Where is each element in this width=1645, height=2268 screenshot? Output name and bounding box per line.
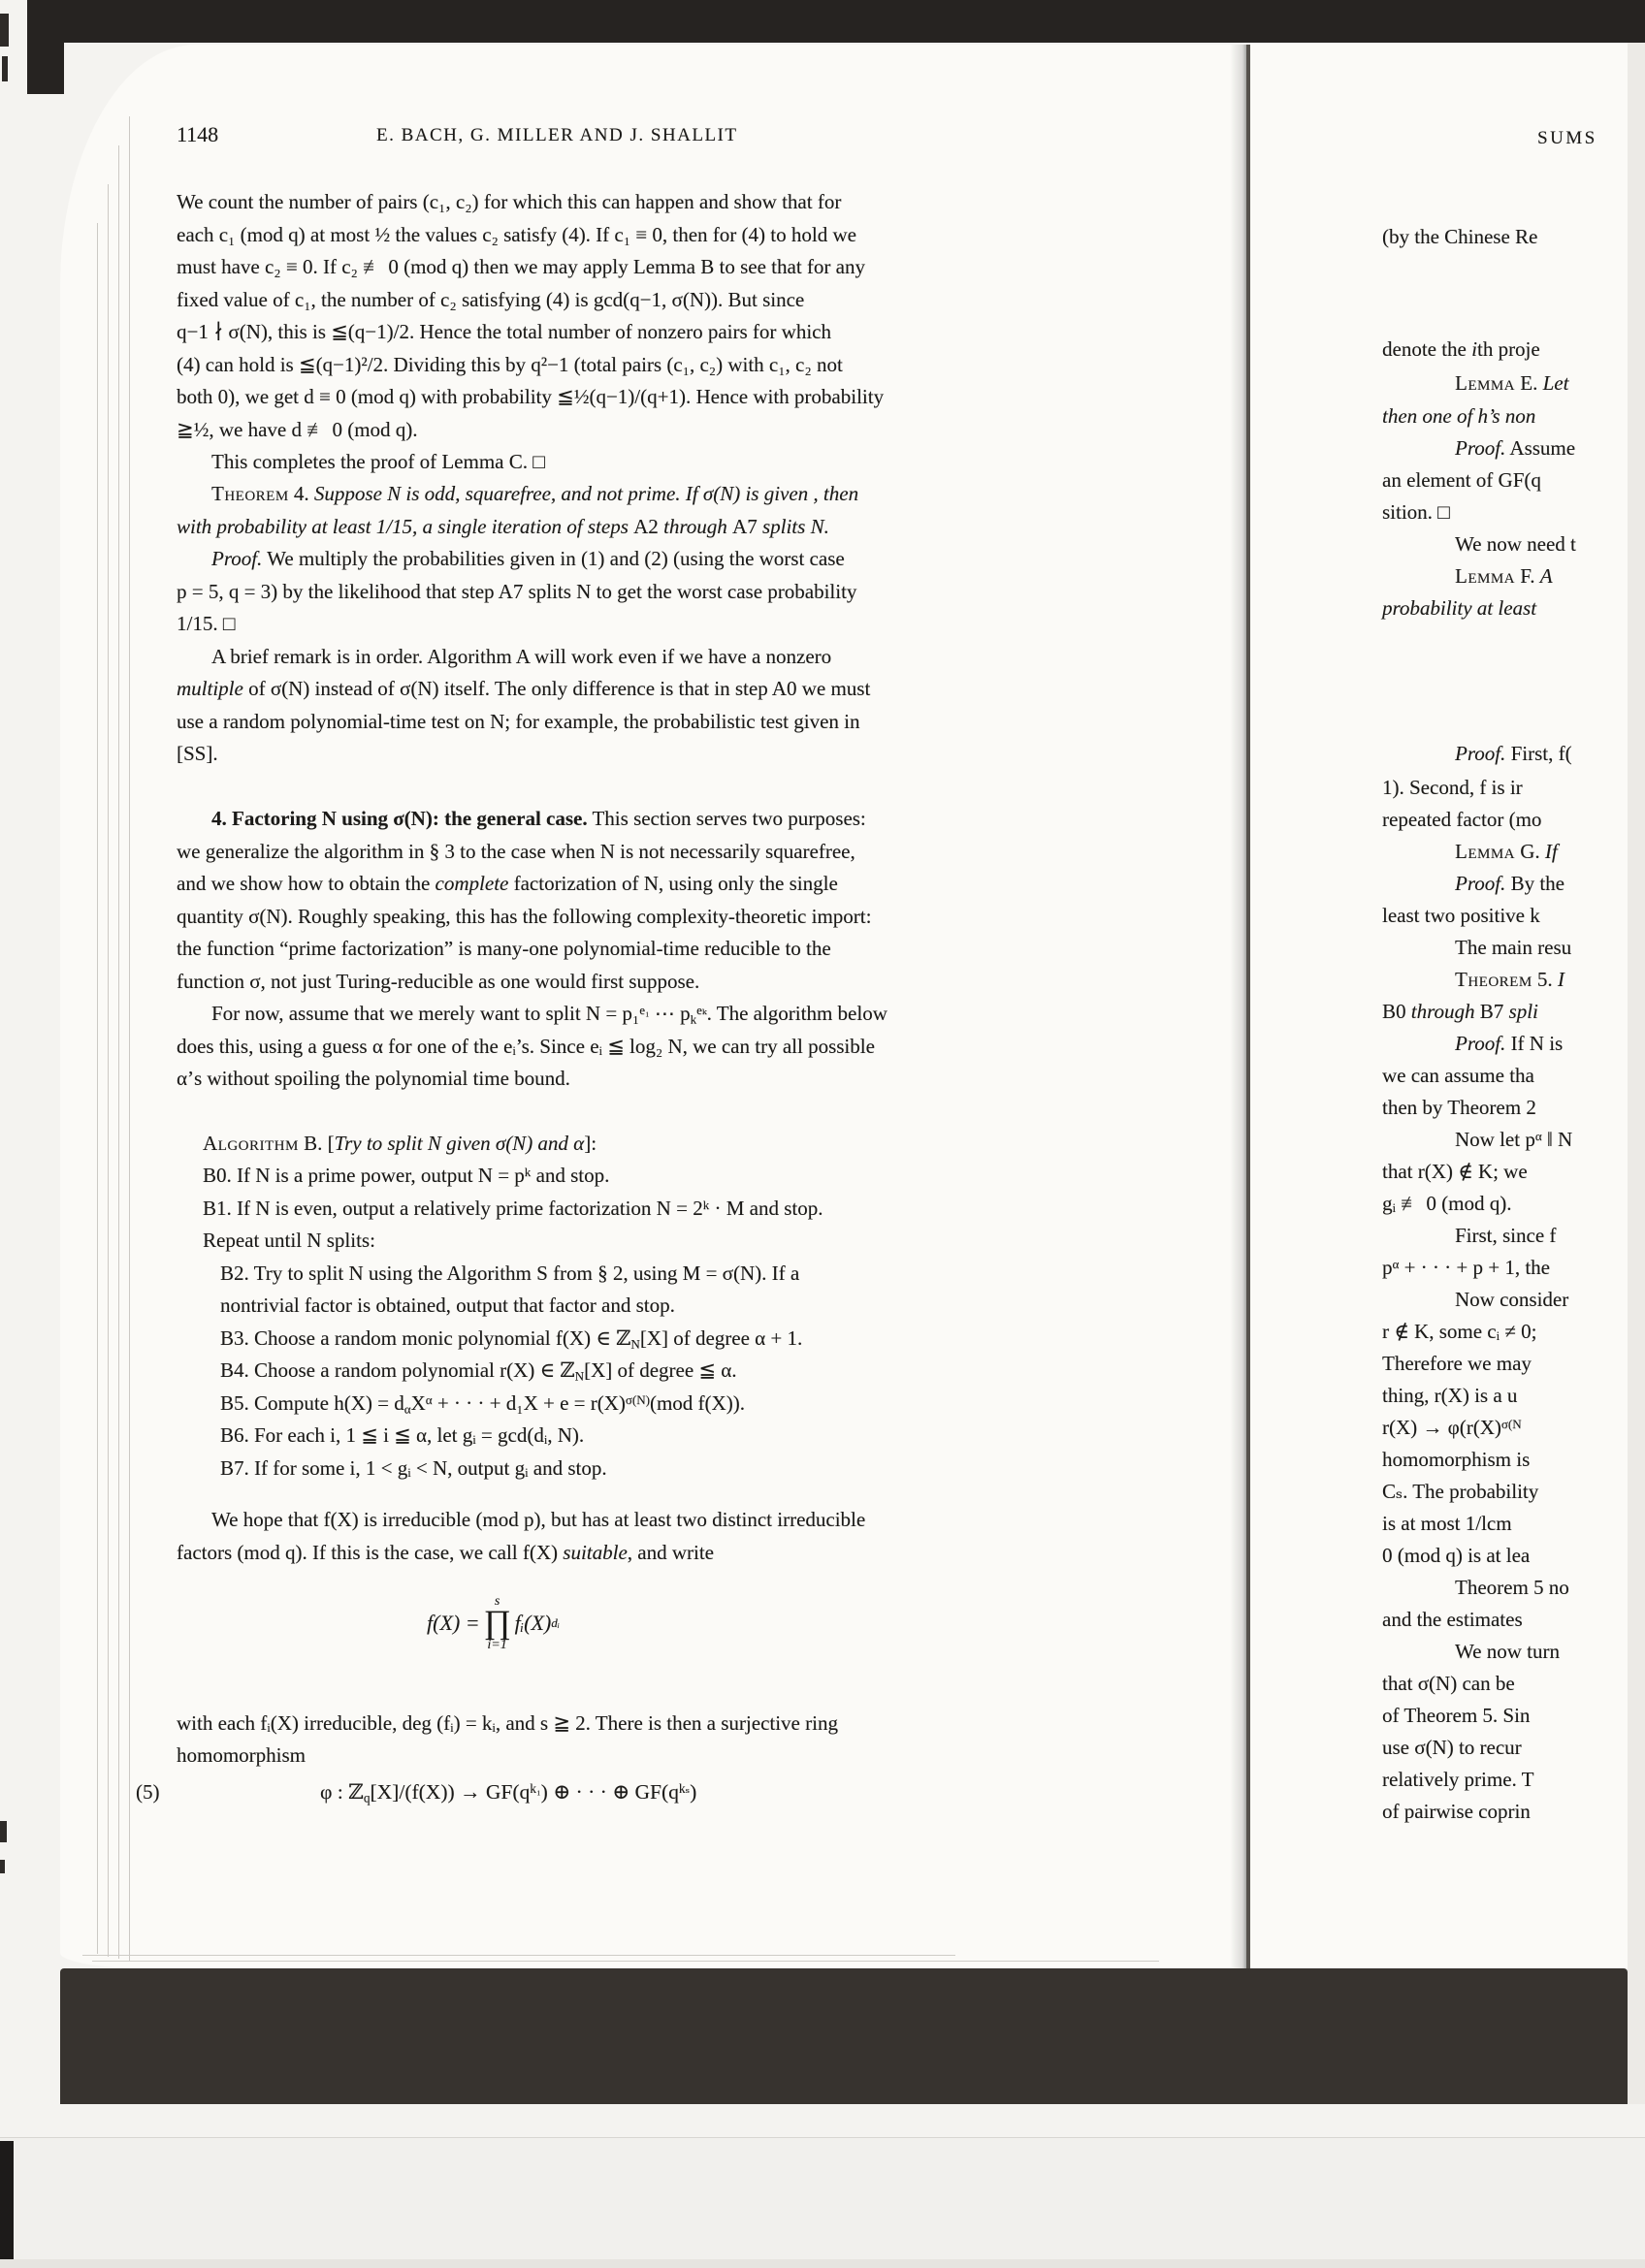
text-segment: A brief remark is in order. Algorithm A will work even if we have a nonzero — [211, 645, 832, 668]
text-line — [177, 580, 856, 604]
bottom-left-black-bar — [0, 2141, 14, 2268]
text-segment: that r(X) ∉ K; we — [1382, 1160, 1528, 1183]
text-line — [177, 418, 418, 442]
text-line — [1382, 1352, 1532, 1376]
product-upper-limit: s — [494, 1594, 500, 1609]
text-line — [1455, 564, 1553, 589]
text-line — [1455, 936, 1571, 960]
text-line — [1382, 904, 1540, 928]
text-segment: B5. Compute h(X) = d — [220, 1391, 404, 1415]
text-line — [177, 840, 855, 864]
text-segment: probability at least — [1382, 596, 1537, 620]
text-segment: with each fᵢ(X) irreducible, deg (fᵢ) = kᵢ, and s ≧ 2. There is then a surjective ring — [177, 1711, 838, 1735]
product-lower-limit: i=1 — [487, 1637, 507, 1652]
text-segment: Cₛ. The probability — [1382, 1480, 1539, 1503]
text-line — [1382, 1512, 1512, 1536]
equation-segment: q — [363, 1790, 371, 1805]
text-segment: Let — [1542, 371, 1569, 395]
text-line — [1455, 371, 1568, 396]
text-segment: F. — [1515, 564, 1540, 588]
text-segment: Proof. — [1455, 436, 1506, 460]
text-segment: (mod f(X)). — [649, 1391, 745, 1415]
text-segment: eₖ — [696, 1003, 707, 1018]
text-line — [1382, 1736, 1522, 1760]
text-line — [177, 677, 870, 701]
text-segment: B6. For each i, 1 ≦ i ≦ α, let gᵢ = gcd(dᵢ, N). — [220, 1423, 585, 1447]
text-segment: fixed value of c₁, the number of c₂ satisfying (4) is gcd(q−1, σ(N)). But since — [177, 288, 805, 311]
text-segment: [X] of degree α + 1. — [639, 1326, 803, 1350]
text-line — [1382, 500, 1450, 525]
scan-edge-mark — [2, 56, 8, 81]
text-segment: I — [1557, 968, 1564, 991]
text-line — [1382, 1608, 1523, 1632]
text-line — [1382, 337, 1540, 362]
text-segment: Lemma — [1455, 371, 1515, 395]
text-line — [177, 872, 838, 896]
scan-top-black-band — [27, 0, 1645, 43]
text-line — [1455, 436, 1575, 461]
text-segment: through — [658, 515, 733, 538]
text-segment: ]: — [584, 1132, 597, 1155]
text-line — [177, 710, 860, 734]
text-segment: i — [1471, 337, 1477, 361]
text-line — [177, 385, 884, 409]
running-head-sums: SUMS — [1537, 128, 1597, 148]
text-segment: use σ(N) to recur — [1382, 1736, 1522, 1759]
text-segment: 1/15. □ — [177, 612, 236, 635]
text-segment: (4) can hold is ≦(q−1)²/2. Dividing this by q²−1 (total pairs (c₁, c₂) with c₁, c₂ not — [177, 353, 843, 376]
text-segment: N — [574, 1368, 585, 1384]
text-line — [203, 1229, 375, 1253]
text-line — [177, 1711, 838, 1736]
text-segment: thing, r(X) is a u — [1382, 1384, 1518, 1407]
book-bottom-dark-band — [60, 1968, 1628, 2104]
text-segment: Lemma — [1455, 564, 1515, 588]
text-line — [1382, 1544, 1530, 1568]
text-segment: If — [1544, 840, 1558, 863]
text-line — [177, 515, 829, 539]
text-segment: gᵢ ≢ 0 (mod q). — [1382, 1192, 1512, 1215]
text-segment: th proje — [1476, 337, 1540, 361]
text-line — [1382, 1064, 1534, 1088]
text-segment: Proof. — [1455, 742, 1506, 765]
text-line — [203, 1197, 822, 1221]
text-segment: We now need t — [1455, 532, 1576, 556]
text-line — [211, 450, 545, 474]
equation-5-body — [320, 1780, 696, 1806]
text-segment: e₁ — [639, 1003, 650, 1018]
text-segment: multiple — [177, 677, 243, 700]
text-line — [1455, 1128, 1572, 1152]
text-segment: A — [1539, 564, 1553, 588]
text-segment: (by the Chinese Re — [1382, 225, 1538, 248]
text-segment: complete — [435, 872, 509, 895]
text-line — [211, 1002, 887, 1027]
text-segment: is at most 1/lcm — [1382, 1512, 1512, 1535]
text-line — [1382, 596, 1536, 621]
right-scan-edge — [1628, 43, 1645, 2104]
text-segment: through — [1410, 1000, 1475, 1023]
text-segment: sition. □ — [1382, 500, 1450, 524]
text-segment: we can assume tha — [1382, 1064, 1534, 1087]
text-line — [220, 1423, 584, 1448]
text-segment: the function “prime factorization” is many-one polynomial-time reducible to the — [177, 937, 831, 960]
text-segment: Proof. — [1455, 872, 1506, 895]
text-segment: with probability at least 1/15, a single iteration of steps — [177, 515, 634, 538]
formula-lhs: f(X) = — [427, 1611, 480, 1636]
equation-segment: ) — [690, 1780, 697, 1804]
text-segment: of Theorem 5. Sin — [1382, 1704, 1531, 1727]
text-line — [177, 970, 699, 994]
text-segment: The main resu — [1455, 936, 1572, 959]
text-line — [177, 742, 218, 766]
text-segment: r ∉ K, some cᵢ ≠ 0; — [1382, 1320, 1537, 1343]
text-line — [1382, 1448, 1530, 1472]
bottom-faint-band — [0, 2259, 1645, 2268]
text-line — [220, 1391, 745, 1417]
page-stack-edge-line — [118, 145, 119, 1959]
display-formula-product — [427, 1595, 560, 1652]
text-segment: , and write — [627, 1541, 715, 1564]
text-segment: we generalize the algorithm in § 3 to the case when N is not necessarily squarefree, — [177, 840, 855, 863]
right-page-text-block — [1250, 43, 1628, 1968]
scan-edge-mark — [0, 1860, 5, 1873]
text-segment: q−1 ∤ σ(N), this is ≦(q−1)/2. Hence the total number of nonzero pairs for which — [177, 320, 831, 343]
text-segment: B1. If N is even, output a relatively prime factorization N = 2 — [203, 1197, 703, 1220]
page-stack-bottom-line — [82, 1955, 955, 1956]
page-number: 1148 — [177, 122, 219, 146]
text-segment: We count the number of pairs (c₁, c₂) for which this can happen and show that for — [177, 190, 842, 213]
text-line — [220, 1326, 802, 1352]
text-segment: σ(N — [1500, 1417, 1522, 1432]
text-line — [1382, 225, 1537, 249]
text-segment: Lemma — [1455, 840, 1515, 863]
text-segment: k — [702, 1198, 710, 1213]
text-segment: Proof. — [1455, 1032, 1506, 1055]
text-segment: [SS]. — [177, 742, 218, 765]
text-segment: Try to split N given σ(N) and α — [334, 1132, 585, 1155]
text-line — [1455, 1288, 1568, 1312]
text-line — [1455, 532, 1576, 557]
text-line — [1455, 1032, 1563, 1056]
text-segment: 5. — [1532, 968, 1558, 991]
text-segment: quantity σ(N). Roughly speaking, this has the following complexity-theoretic import: — [177, 905, 872, 928]
text-segment: 0 (mod q) is at lea — [1382, 1544, 1531, 1567]
text-segment: + · · · + d₁X + e = r(X) — [432, 1391, 626, 1415]
text-segment: each c₁ (mod q) at most ½ the values c₂ satisfy (4). If c₁ ≡ 0, then for (4) to hold we — [177, 223, 856, 246]
text-segment: factorization of N, using only the single — [508, 872, 838, 895]
text-line — [177, 905, 871, 929]
text-line — [1455, 840, 1558, 864]
page-stack-bottom-line — [92, 1961, 1159, 1962]
text-segment: does this, using a guess α for one of the eᵢ’s. Since eᵢ ≦ log₂ N, we can try all possible — [177, 1035, 875, 1058]
text-segment: k — [524, 1165, 532, 1180]
text-segment: For now, assume that we merely want to split N = p₁ — [211, 1002, 640, 1025]
equation-segment: k₁ — [530, 1781, 541, 1797]
scan-edge-mark — [0, 14, 9, 47]
text-segment: By the — [1505, 872, 1564, 895]
text-line — [177, 223, 856, 247]
scan-edge-mark — [0, 1821, 7, 1842]
text-segment: denote the — [1382, 337, 1472, 361]
text-segment: B3. Choose a random monic polynomial f(X) ∈ ℤ — [220, 1326, 631, 1350]
text-segment: of pairwise coprin — [1382, 1800, 1531, 1823]
text-segment: ≧½, we have d ≢ 0 (mod q). — [177, 418, 418, 441]
text-segment: function σ, not just Turing-reducible as one would first suppose. — [177, 970, 700, 993]
page-stack-edge-line — [129, 116, 130, 1961]
right-page — [1250, 43, 1628, 1968]
text-segment: B7 — [1474, 1000, 1509, 1023]
text-line — [203, 1132, 597, 1156]
text-segment: This completes the proof of Lemma C. □ — [211, 450, 545, 473]
text-line — [1382, 1160, 1528, 1184]
text-line — [1382, 1320, 1536, 1344]
text-segment: α’s without spoiling the polynomial time bound. — [177, 1067, 570, 1090]
equation-segment: φ : ℤ — [320, 1780, 364, 1804]
text-line — [1382, 1480, 1538, 1504]
text-line — [1382, 776, 1523, 800]
text-line — [1382, 468, 1541, 493]
text-line — [1455, 968, 1564, 992]
product-symbol: ∏ — [483, 1605, 511, 1641]
text-segment: B2. Try to split N using the Algorithm S from § 2, using M = σ(N). If a — [220, 1262, 800, 1285]
text-line — [220, 1294, 675, 1318]
text-segment: that σ(N) can be — [1382, 1672, 1515, 1695]
text-segment: r(X) → φ(r(X) — [1382, 1416, 1501, 1439]
text-line — [177, 190, 841, 214]
text-line — [1455, 872, 1564, 896]
text-segment: homomorphism is — [1382, 1448, 1531, 1471]
text-segment: homomorphism — [177, 1743, 306, 1767]
text-segment: both 0), we get d ≡ 0 (mod q) with probability ≦½(q−1)/(q+1). Hence with probability — [177, 385, 885, 408]
text-segment: and stop. — [531, 1164, 610, 1187]
text-line — [1382, 1800, 1531, 1824]
text-line — [220, 1358, 737, 1384]
text-segment: Algorithm — [203, 1132, 299, 1155]
text-segment: splits N. — [757, 515, 829, 538]
text-segment: k — [690, 1011, 697, 1027]
text-segment: If N is — [1505, 1032, 1564, 1055]
text-segment: B0 — [1382, 1000, 1411, 1023]
text-segment: · M and stop. — [709, 1197, 823, 1220]
text-line — [1382, 808, 1541, 832]
equation-5-label: (5) — [136, 1780, 160, 1804]
text-line — [1382, 1096, 1536, 1120]
text-line — [1382, 404, 1535, 429]
text-segment: G. — [1515, 840, 1545, 863]
text-line — [1382, 1672, 1515, 1696]
text-segment: 1). Second, f is ir — [1382, 776, 1523, 799]
text-segment: then one of h’s non — [1382, 404, 1536, 428]
text-segment: least two positive k — [1382, 904, 1540, 927]
text-segment: Assume — [1505, 436, 1576, 460]
text-line — [177, 320, 831, 344]
text-segment: Proof. — [211, 547, 263, 570]
page-stack-edge-line — [108, 184, 109, 1957]
text-line — [220, 1262, 799, 1286]
text-segment: B4. Choose a random polynomial r(X) ∈ ℤ — [220, 1358, 575, 1382]
text-line — [1455, 1576, 1569, 1600]
text-segment: A2 — [633, 515, 659, 538]
text-segment: We now turn — [1455, 1640, 1560, 1663]
text-line — [177, 612, 236, 636]
page-gutter-shadow — [1230, 45, 1247, 1968]
text-line — [211, 547, 845, 571]
text-segment: repeated factor (mo — [1382, 808, 1542, 831]
text-line — [1382, 1384, 1517, 1408]
text-line — [1382, 1416, 1522, 1440]
text-line — [177, 353, 843, 377]
text-line — [1382, 1192, 1512, 1216]
text-segment: Theorem — [1455, 968, 1532, 991]
text-segment: α — [425, 1392, 433, 1408]
text-segment: and we show how to obtain the — [177, 872, 435, 895]
text-segment: We multiply the probabilities given in (1) and (2) (using the worst case — [262, 547, 845, 570]
text-segment: σ(N) — [625, 1392, 650, 1408]
text-segment: First, since f — [1455, 1224, 1557, 1247]
text-line — [1382, 1000, 1538, 1024]
text-segment: B. [ — [298, 1132, 335, 1155]
text-segment: B0. If N is a prime power, output N = p — [203, 1164, 525, 1187]
equation-segment: [X]/(f(X)) → GF(q — [370, 1780, 531, 1804]
formula-exponent: dᵢ — [551, 1615, 560, 1631]
text-segment: First, f( — [1505, 742, 1572, 765]
text-line — [1382, 1256, 1550, 1280]
text-segment: Repeat until N splits: — [203, 1229, 375, 1252]
text-line — [1455, 1224, 1556, 1248]
text-segment: must have c₂ ≡ 0. If c₂ ≢ 0 (mod q) then we may apply Lemma B to see that for any — [177, 255, 865, 278]
text-segment: α — [1534, 1129, 1542, 1144]
text-segment: ‖ N — [1541, 1128, 1573, 1151]
text-segment: E. — [1515, 371, 1543, 395]
text-line — [1382, 1768, 1533, 1792]
formula-body: fᵢ(X) — [514, 1611, 552, 1636]
text-segment: X — [410, 1391, 426, 1415]
text-segment: Suppose N is odd, squarefree, and not prime. If σ(N) is given , then — [313, 482, 859, 505]
text-segment: . The algorithm below — [706, 1002, 887, 1025]
text-line — [220, 1456, 607, 1481]
text-segment: suitable — [563, 1541, 628, 1564]
text-segment: α — [1392, 1257, 1400, 1272]
text-segment: B7. If for some i, 1 < gᵢ < N, output gᵢ and stop. — [220, 1456, 607, 1480]
text-line — [211, 1508, 865, 1532]
text-segment: A7 — [732, 515, 758, 538]
text-segment: Theorem — [211, 482, 289, 505]
text-line — [177, 288, 804, 312]
text-segment: spli — [1508, 1000, 1538, 1023]
text-segment: Theorem 5 no — [1455, 1576, 1569, 1599]
text-segment: This section serves two purposes: — [587, 807, 866, 830]
text-line — [211, 645, 831, 669]
text-segment: p — [1382, 1256, 1393, 1279]
text-line — [177, 937, 831, 961]
scanner-bottom-area — [0, 2137, 1645, 2268]
text-line — [211, 807, 866, 831]
text-line — [211, 482, 858, 506]
equation-segment: kₛ — [678, 1781, 691, 1797]
scan-top-black-notch — [27, 0, 64, 94]
text-segment: + · · · + p + 1, the — [1399, 1256, 1550, 1279]
running-head-authors: E. BACH, G. MILLER AND J. SHALLIT — [376, 125, 738, 145]
text-segment: of σ(N) instead of σ(N) itself. The only difference is that in step A0 we must — [242, 677, 871, 700]
text-segment: Now let p — [1455, 1128, 1535, 1151]
text-segment: p = 5, q = 3) by the likelihood that step A7 splits N to get the worst case probability — [177, 580, 857, 603]
text-segment: Therefore we may — [1382, 1352, 1532, 1375]
text-line — [177, 1067, 570, 1091]
text-line — [177, 1541, 714, 1565]
text-segment: [X] of degree ≦ α. — [584, 1358, 737, 1382]
text-line — [1455, 742, 1572, 766]
text-segment: We hope that f(X) is irreducible (mod p), but has at least two distinct irreducible — [211, 1508, 866, 1531]
text-segment: N — [630, 1336, 640, 1352]
text-segment: nontrivial factor is obtained, output that factor and stop. — [220, 1294, 675, 1317]
text-line — [177, 255, 865, 279]
text-segment: relatively prime. T — [1382, 1768, 1534, 1791]
text-line — [1455, 1640, 1560, 1664]
text-segment: ⋯ p — [649, 1002, 691, 1025]
equation-segment: ) ⊕ · · · ⊕ GF(q — [540, 1780, 679, 1804]
text-segment: α — [403, 1401, 411, 1417]
text-line — [177, 1743, 306, 1768]
text-segment: then by Theorem 2 — [1382, 1096, 1536, 1119]
text-segment: an element of GF(q — [1382, 468, 1541, 492]
text-line — [177, 1035, 875, 1059]
text-segment: Now consider — [1455, 1288, 1569, 1311]
text-segment: 4. — [288, 482, 314, 505]
text-segment: and the estimates — [1382, 1608, 1523, 1631]
text-line — [1382, 1704, 1530, 1728]
page-stack-edge-line — [97, 223, 98, 1954]
text-segment: 4. Factoring N using σ(N): the general case. — [211, 807, 588, 830]
text-segment: factors (mod q). If this is the case, we call f(X) — [177, 1541, 564, 1564]
text-segment: use a random polynomial-time test on N; for example, the probabilistic test given in — [177, 710, 860, 733]
text-line — [203, 1164, 609, 1188]
product-operator-with-limits — [484, 1595, 511, 1652]
